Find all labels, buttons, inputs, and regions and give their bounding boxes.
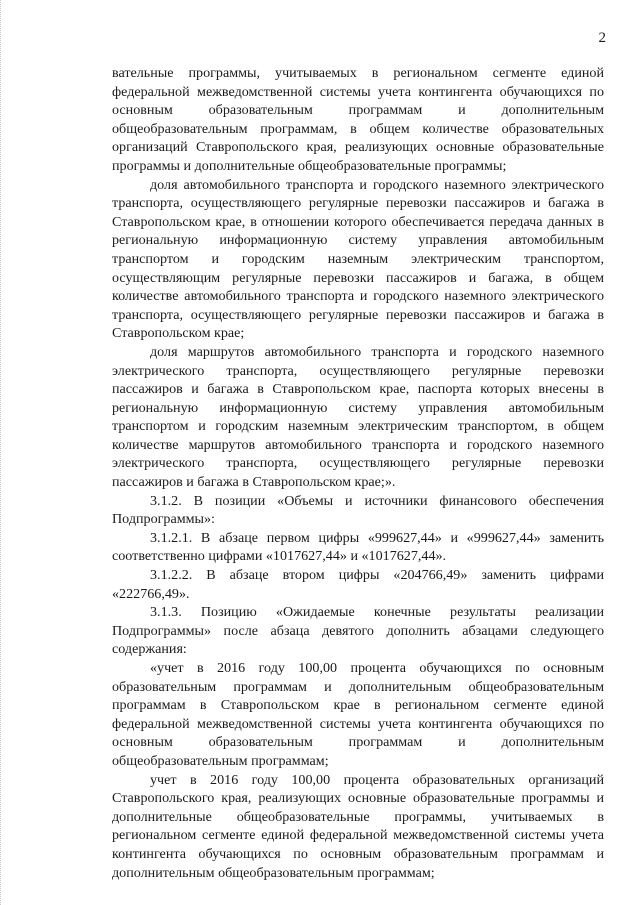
paragraph-1: вательные программы, учитываемых в региональном сегменте единой федеральной межведомственной системы учета контингента обучающихся по основным образовательным программам и дополнительным общеобразовательным программам, в общем количестве образовательных организаций Ставропольского края, реализующих основные образовательные программы и дополнительные общеобразовательные программы; xyxy=(112,65,604,174)
paragraph-9: учет в 2016 году 100,00 процента образовательных организаций Ставропольского края, реализующих основные образовательные программы и дополнительные общеобразовательные программы, учитываемых в региональном сегменте единой федеральной межведомственной системы учета контингента обучающихся по основным образовательным программам и дополнительным общеобразовательным программам; xyxy=(112,771,604,881)
document-body xyxy=(112,64,604,882)
paragraph-6: 3.1.2.2. В абзаце втором цифры «204766,49» заменить цифрами «222766,49». xyxy=(112,567,604,602)
paragraph-7: 3.1.3. Позицию «Ожидаемые конечные результаты реализации Подпрограммы» после абзаца девятого дополнить абзацами следующего содержания: xyxy=(112,604,604,658)
paragraph-2: доля автомобильного транспорта и городского наземного электрического транспорта, осуществляющего регулярные перевозки пассажиров и багажа в Ставропольском крае, в отношении которого обеспечивается передача данных в региональную информационную систему управления автомобильным транспортом и городским наземным электрическим транспортом, осуществляющим регулярные перевозки пассажиров и багажа, в общем количестве автомобильного транспорта и городского наземного электрического транспорта, осуществляющего регулярные перевозки пассажиров и багажа в Ставропольском крае; xyxy=(112,176,604,342)
paragraph-5: 3.1.2.1. В абзаце первом цифры «999627,44» и «999627,44» заменить соответственно цифрами «1017627,44» и «1017627,44». xyxy=(112,529,604,565)
scan-edge xyxy=(0,0,7,905)
paragraph-8: «учет в 2016 году 100,00 процента обучающихся по основным образовательным программам и дополнительным общеобразовательным программам в Ставропольском крае в региональном сегменте единой федеральной межведомственной системы учета контингента обучающихся по основным образовательным программам и дополнительным общеобразовательным программам; xyxy=(112,660,604,769)
paragraph-4: 3.1.2. В позиции «Объемы и источники финансового обеспечения Подпрограммы»: xyxy=(112,492,604,528)
paragraph-3: доля маршрутов автомобильного транспорта и городского наземного электрического транспорта, осуществляющего регулярные перевозки пассажиров и багажа в Ставропольском крае, паспорта которых внесены в региональную информационную систему управления автомобильным транспортом и городским наземным электрическим транспортом, в общем количестве маршрутов автомобильного транспорта и городского наземного электрического транспорта, осуществляющего регулярные перевозки пассажиров и багажа в Ставропольском крае;». xyxy=(112,343,604,491)
page-number: 2 xyxy=(598,30,606,46)
